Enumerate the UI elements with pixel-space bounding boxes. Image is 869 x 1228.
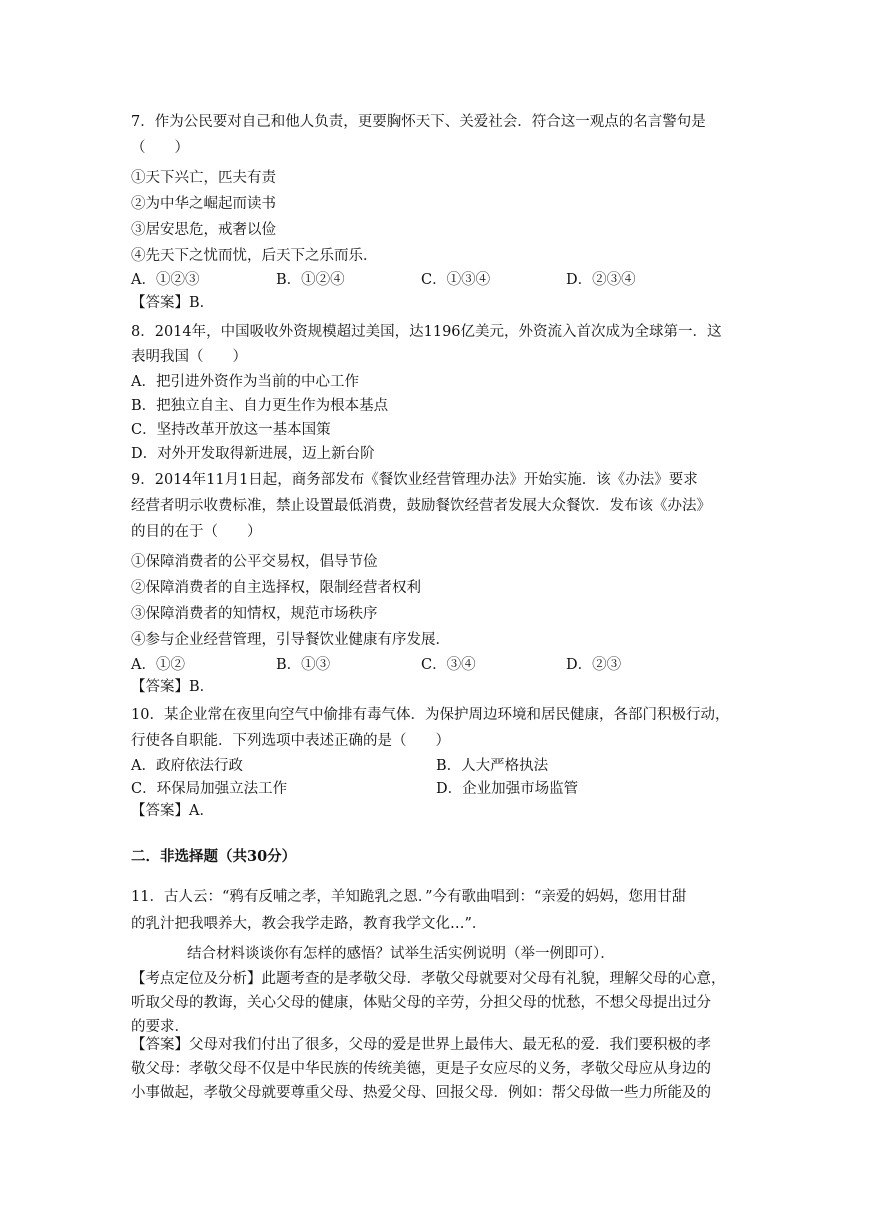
q7-stem-line2: （ ） — [131, 140, 189, 156]
q10-option-b: B．人大严格执法 — [436, 758, 549, 774]
q11-prompt: 结合材料谈谈你有怎样的感悟？试举生活实例说明（举一例即可）． — [187, 946, 615, 962]
q7-option-c: C．①③④ — [421, 272, 491, 288]
q8-option-a: A．把引进外资作为当前的中心工作 — [131, 374, 359, 390]
q11-analysis-line1: 【考点定位及分析】此题考查的是孝敬父母．孝敬父母就要对父母有礼貌，理解父母的心意， — [131, 971, 726, 987]
q7-item-2: ②为中华之崛起而读书 — [131, 196, 276, 212]
q7-item-1: ①天下兴亡，匹夫有责 — [131, 170, 276, 186]
q9-option-c: C．③④ — [421, 657, 476, 673]
q10-option-c: C．环保局加强立法工作 — [131, 781, 288, 797]
q9-option-d: D．②③ — [566, 657, 622, 673]
q7-option-b: B．①②④ — [276, 272, 345, 288]
q7-answer: 【答案】B． — [131, 295, 215, 311]
q10-stem-line2: 行使各自职能．下列选项中表述正确的是（ ） — [131, 733, 450, 749]
q10-answer: 【答案】A． — [131, 803, 214, 819]
q9-option-b: B．①③ — [276, 657, 331, 673]
q9-item-4: ④参与企业经营管理，引导餐饮业健康有序发展． — [131, 632, 450, 648]
q10-stem-line1: 10．某企业常在夜里向空气中偷排有毒气体．为保护周边环境和居民健康，各部门积极行动， — [131, 707, 730, 723]
q7-item-3: ③居安思危，戒奢以俭 — [131, 222, 276, 238]
q9-answer: 【答案】B． — [131, 679, 215, 695]
q8-option-c: C．坚持改革开放这一基本国策 — [131, 422, 331, 438]
q11-analysis-line3: 的要求． — [131, 1019, 189, 1035]
q7-item-4: ④先天下之忧而忧，后天下之乐而乐． — [131, 248, 378, 264]
section-heading-non-choice: 二．非选择题（共30分） — [131, 848, 297, 865]
q8-option-d: D．对外开发取得新进展，迈上新台阶 — [131, 446, 375, 462]
q9-stem-line3: 的目的在于（ ） — [131, 524, 262, 540]
q10-option-a: A．政府依法行政 — [131, 758, 243, 774]
q9-stem-line2: 经营者明示收费标准，禁止设置最低消费，鼓励餐饮经营者发展大众餐饮．发布该《办法》 — [131, 498, 711, 514]
q9-item-3: ③保障消费者的知情权，规范市场秩序 — [131, 606, 378, 622]
q9-option-a: A．①② — [131, 657, 185, 673]
q11-analysis-line2: 听取父母的教诲，关心父母的健康，体贴父母的辛劳，分担父母的忧愁，不想父母提出过分 — [131, 995, 711, 1011]
q8-stem-line1: 8．2014年，中国吸收外资规模超过美国，达1196亿美元，外资流入首次成为全球第一．这 — [131, 324, 722, 340]
q7-option-d: D．②③④ — [566, 272, 636, 288]
q11-answer-line2: 敬父母：孝敬父母不仅是中华民族的传统美德，更是子女应尽的义务，孝敬父母应从身边的 — [131, 1061, 711, 1077]
q11-answer-line3: 小事做起，孝敬父母就要尊重父母、热爱父母、回报父母．例如：帮父母做一些力所能及的 — [131, 1085, 711, 1101]
q7-stem-line1: 7．作为公民要对自己和他人负责，更要胸怀天下、关爱社会．符合这一观点的名言警句是 — [131, 114, 706, 130]
q11-stem-line2: 的乳汁把我喂养大，教会我学走路，教育我学文化…”． — [131, 916, 487, 932]
q9-item-2: ②保障消费者的自主选择权，限制经营者权利 — [131, 580, 421, 596]
q10-option-d: D．企业加强市场监管 — [436, 781, 579, 797]
q7-option-a: A．①②③ — [131, 272, 200, 288]
q8-stem-line2: 表明我国（ ） — [131, 349, 247, 365]
q11-answer-line1: 【答案】父母对我们付出了很多，父母的爱是世界上最伟大、最无私的爱．我们要积极的孝 — [131, 1037, 711, 1053]
q11-stem-line1: 11．古人云：“鸦有反哺之孝，羊知跪乳之恩．”今有歌曲唱到：“亲爱的妈妈，您用甘甜 — [131, 889, 687, 905]
q8-option-b: B．把独立自主、自力更生作为根本基点 — [131, 398, 389, 414]
q9-item-1: ①保障消费者的公平交易权，倡导节俭 — [131, 554, 378, 570]
q9-stem-line1: 9．2014年11月1日起，商务部发布《餐饮业经营管理办法》开始实施．该《办法》要求 — [131, 472, 698, 488]
